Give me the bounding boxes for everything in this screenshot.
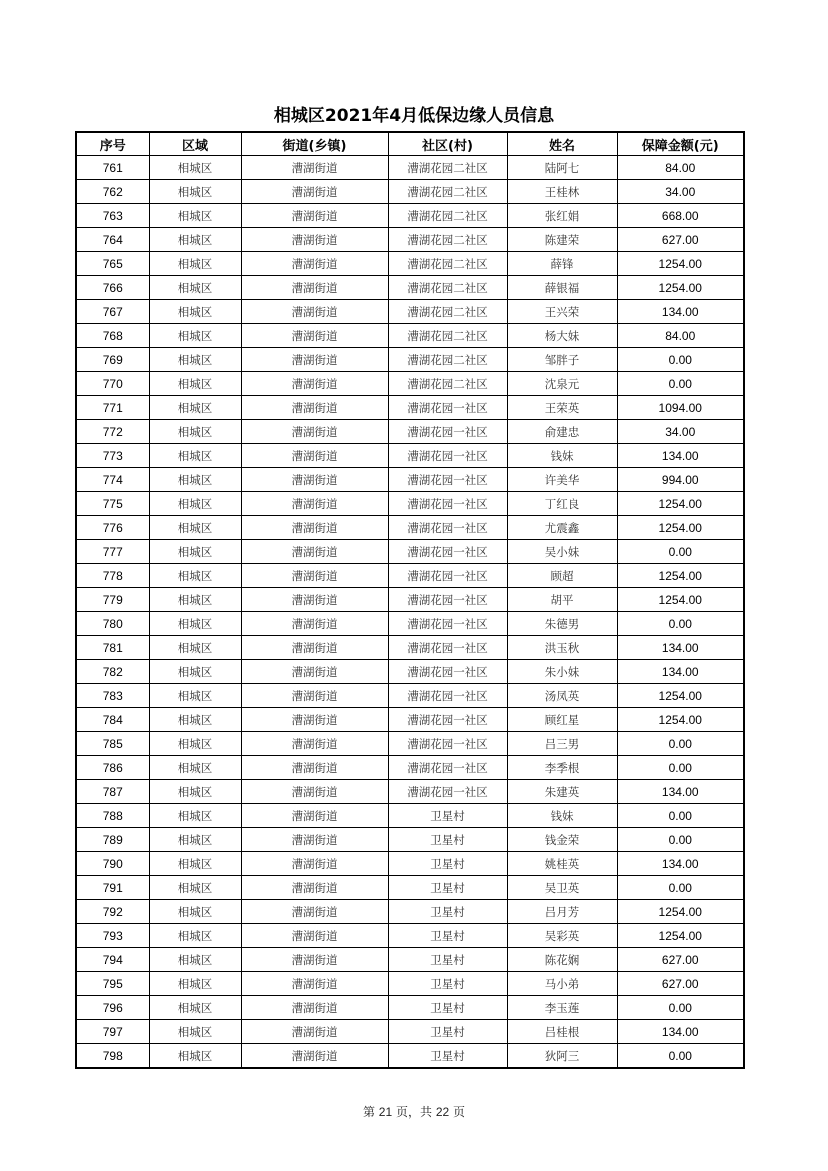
table-row xyxy=(76,972,744,996)
cell-community: 漕湖花园一社区 xyxy=(388,756,507,780)
cell-area: 相城区 xyxy=(149,588,241,612)
cell-serial-number: 781 xyxy=(76,636,149,660)
cell-name: 吴卫英 xyxy=(507,876,617,900)
cell-area: 相城区 xyxy=(149,756,241,780)
cell-amount: 1254.00 xyxy=(617,588,744,612)
cell-area: 相城区 xyxy=(149,348,241,372)
cell-amount: 1254.00 xyxy=(617,516,744,540)
cell-community: 漕湖花园一社区 xyxy=(388,588,507,612)
cell-community: 漕湖花园二社区 xyxy=(388,276,507,300)
table-row xyxy=(76,828,744,852)
table-row xyxy=(76,228,744,252)
cell-amount: 0.00 xyxy=(617,372,744,396)
cell-street: 漕湖街道 xyxy=(241,348,388,372)
cell-community: 漕湖花园二社区 xyxy=(388,156,507,180)
cell-serial-number: 768 xyxy=(76,324,149,348)
cell-serial-number: 794 xyxy=(76,948,149,972)
cell-community: 卫星村 xyxy=(388,996,507,1020)
cell-street: 漕湖街道 xyxy=(241,612,388,636)
cell-street: 漕湖街道 xyxy=(241,516,388,540)
cell-area: 相城区 xyxy=(149,540,241,564)
cell-community: 卫星村 xyxy=(388,804,507,828)
cell-name: 邹胖子 xyxy=(507,348,617,372)
cell-name: 朱德男 xyxy=(507,612,617,636)
table-row xyxy=(76,924,744,948)
cell-street: 漕湖街道 xyxy=(241,180,388,204)
cell-street: 漕湖街道 xyxy=(241,732,388,756)
cell-serial-number: 787 xyxy=(76,780,149,804)
cell-street: 漕湖街道 xyxy=(241,1020,388,1044)
cell-serial-number: 789 xyxy=(76,828,149,852)
cell-name: 汤凤英 xyxy=(507,684,617,708)
table-row xyxy=(76,156,744,180)
cell-serial-number: 773 xyxy=(76,444,149,468)
cell-area: 相城区 xyxy=(149,444,241,468)
cell-street: 漕湖街道 xyxy=(241,276,388,300)
cell-street: 漕湖街道 xyxy=(241,156,388,180)
total-pages-number: 22 xyxy=(435,1105,450,1119)
cell-name: 陈建荣 xyxy=(507,228,617,252)
table-row xyxy=(76,516,744,540)
cell-area: 相城区 xyxy=(149,492,241,516)
cell-amount: 1254.00 xyxy=(617,564,744,588)
cell-amount: 1254.00 xyxy=(617,252,744,276)
cell-community: 漕湖花园一社区 xyxy=(388,540,507,564)
cell-amount: 134.00 xyxy=(617,660,744,684)
table-row xyxy=(76,348,744,372)
cell-street: 漕湖街道 xyxy=(241,540,388,564)
cell-name: 薛锋 xyxy=(507,252,617,276)
cell-street: 漕湖街道 xyxy=(241,756,388,780)
cell-street: 漕湖街道 xyxy=(241,564,388,588)
cell-serial-number: 797 xyxy=(76,1020,149,1044)
cell-amount: 668.00 xyxy=(617,204,744,228)
cell-name: 吕月芳 xyxy=(507,900,617,924)
cell-name: 陆阿七 xyxy=(507,156,617,180)
table-row xyxy=(76,804,744,828)
cell-community: 漕湖花园一社区 xyxy=(388,636,507,660)
cell-name: 吕桂根 xyxy=(507,1020,617,1044)
cell-area: 相城区 xyxy=(149,420,241,444)
cell-amount: 134.00 xyxy=(617,852,744,876)
cell-area: 相城区 xyxy=(149,684,241,708)
cell-community: 漕湖花园二社区 xyxy=(388,180,507,204)
page-footer xyxy=(0,1103,828,1120)
cell-amount: 0.00 xyxy=(617,612,744,636)
cell-street: 漕湖街道 xyxy=(241,900,388,924)
cell-name: 薛银福 xyxy=(507,276,617,300)
cell-name: 钱妹 xyxy=(507,444,617,468)
cell-area: 相城区 xyxy=(149,1044,241,1069)
cell-serial-number: 761 xyxy=(76,156,149,180)
cell-name: 马小弟 xyxy=(507,972,617,996)
cell-street: 漕湖街道 xyxy=(241,372,388,396)
cell-area: 相城区 xyxy=(149,948,241,972)
cell-street: 漕湖街道 xyxy=(241,924,388,948)
cell-serial-number: 762 xyxy=(76,180,149,204)
table-row xyxy=(76,1044,744,1069)
cell-name: 李玉莲 xyxy=(507,996,617,1020)
header-serial-number: 序号 xyxy=(76,132,149,156)
cell-serial-number: 770 xyxy=(76,372,149,396)
cell-community: 漕湖花园一社区 xyxy=(388,684,507,708)
cell-amount: 0.00 xyxy=(617,876,744,900)
cell-area: 相城区 xyxy=(149,876,241,900)
cell-name: 顾红星 xyxy=(507,708,617,732)
cell-name: 钱金荣 xyxy=(507,828,617,852)
cell-name: 丁红良 xyxy=(507,492,617,516)
cell-area: 相城区 xyxy=(149,156,241,180)
cell-serial-number: 782 xyxy=(76,660,149,684)
cell-community: 漕湖花园二社区 xyxy=(388,228,507,252)
current-page-number: 21 xyxy=(378,1105,393,1119)
cell-name: 朱建英 xyxy=(507,780,617,804)
cell-community: 卫星村 xyxy=(388,876,507,900)
cell-amount: 34.00 xyxy=(617,420,744,444)
table-row xyxy=(76,684,744,708)
cell-serial-number: 774 xyxy=(76,468,149,492)
cell-serial-number: 796 xyxy=(76,996,149,1020)
cell-community: 漕湖花园二社区 xyxy=(388,324,507,348)
cell-street: 漕湖街道 xyxy=(241,204,388,228)
cell-serial-number: 775 xyxy=(76,492,149,516)
cell-community: 卫星村 xyxy=(388,1020,507,1044)
header-community: 社区(村) xyxy=(388,132,507,156)
cell-serial-number: 783 xyxy=(76,684,149,708)
cell-street: 漕湖街道 xyxy=(241,468,388,492)
cell-community: 卫星村 xyxy=(388,828,507,852)
cell-serial-number: 777 xyxy=(76,540,149,564)
cell-amount: 134.00 xyxy=(617,636,744,660)
table-row xyxy=(76,852,744,876)
cell-community: 漕湖花园二社区 xyxy=(388,372,507,396)
header-name: 姓名 xyxy=(507,132,617,156)
cell-serial-number: 788 xyxy=(76,804,149,828)
cell-street: 漕湖街道 xyxy=(241,300,388,324)
cell-area: 相城区 xyxy=(149,396,241,420)
cell-serial-number: 791 xyxy=(76,876,149,900)
cell-amount: 0.00 xyxy=(617,804,744,828)
table-row xyxy=(76,324,744,348)
cell-serial-number: 786 xyxy=(76,756,149,780)
cell-area: 相城区 xyxy=(149,780,241,804)
cell-community: 漕湖花园二社区 xyxy=(388,348,507,372)
cell-serial-number: 785 xyxy=(76,732,149,756)
cell-amount: 0.00 xyxy=(617,756,744,780)
cell-community: 卫星村 xyxy=(388,924,507,948)
table-row xyxy=(76,540,744,564)
cell-name: 张红娟 xyxy=(507,204,617,228)
cell-amount: 0.00 xyxy=(617,1044,744,1069)
cell-area: 相城区 xyxy=(149,300,241,324)
cell-area: 相城区 xyxy=(149,852,241,876)
cell-amount: 1254.00 xyxy=(617,492,744,516)
cell-name: 洪玉秋 xyxy=(507,636,617,660)
cell-street: 漕湖街道 xyxy=(241,780,388,804)
table-row xyxy=(76,876,744,900)
cell-area: 相城区 xyxy=(149,204,241,228)
cell-street: 漕湖街道 xyxy=(241,420,388,444)
cell-community: 漕湖花园一社区 xyxy=(388,660,507,684)
cell-amount: 0.00 xyxy=(617,540,744,564)
cell-community: 卫星村 xyxy=(388,948,507,972)
cell-street: 漕湖街道 xyxy=(241,324,388,348)
cell-street: 漕湖街道 xyxy=(241,660,388,684)
document-title: 相城区2021年4月低保边缘人员信息 xyxy=(273,106,555,126)
cell-name: 沈泉元 xyxy=(507,372,617,396)
cell-name: 许美华 xyxy=(507,468,617,492)
table-row xyxy=(76,276,744,300)
cell-amount: 0.00 xyxy=(617,732,744,756)
cell-name: 俞建忠 xyxy=(507,420,617,444)
table-header-row xyxy=(76,132,744,156)
cell-serial-number: 780 xyxy=(76,612,149,636)
cell-area: 相城区 xyxy=(149,1020,241,1044)
table-row xyxy=(76,1020,744,1044)
cell-serial-number: 767 xyxy=(76,300,149,324)
cell-street: 漕湖街道 xyxy=(241,684,388,708)
cell-name: 李季根 xyxy=(507,756,617,780)
cell-community: 漕湖花园一社区 xyxy=(388,564,507,588)
cell-street: 漕湖街道 xyxy=(241,852,388,876)
cell-serial-number: 765 xyxy=(76,252,149,276)
allowance-table xyxy=(75,131,745,1069)
cell-name: 姚桂英 xyxy=(507,852,617,876)
footer-suffix: 页 xyxy=(453,1105,466,1119)
table-row xyxy=(76,780,744,804)
cell-area: 相城区 xyxy=(149,660,241,684)
cell-street: 漕湖街道 xyxy=(241,996,388,1020)
cell-area: 相城区 xyxy=(149,564,241,588)
cell-area: 相城区 xyxy=(149,324,241,348)
cell-street: 漕湖街道 xyxy=(241,588,388,612)
cell-street: 漕湖街道 xyxy=(241,492,388,516)
cell-area: 相城区 xyxy=(149,708,241,732)
table-row xyxy=(76,900,744,924)
table-row xyxy=(76,492,744,516)
cell-street: 漕湖街道 xyxy=(241,228,388,252)
table-row xyxy=(76,204,744,228)
cell-area: 相城区 xyxy=(149,636,241,660)
cell-amount: 994.00 xyxy=(617,468,744,492)
cell-community: 卫星村 xyxy=(388,972,507,996)
cell-street: 漕湖街道 xyxy=(241,828,388,852)
cell-area: 相城区 xyxy=(149,804,241,828)
cell-serial-number: 792 xyxy=(76,900,149,924)
header-area: 区域 xyxy=(149,132,241,156)
cell-area: 相城区 xyxy=(149,252,241,276)
cell-community: 漕湖花园一社区 xyxy=(388,444,507,468)
table-row xyxy=(76,948,744,972)
table-row xyxy=(76,756,744,780)
cell-community: 漕湖花园二社区 xyxy=(388,204,507,228)
cell-area: 相城区 xyxy=(149,372,241,396)
cell-name: 王荣英 xyxy=(507,396,617,420)
cell-name: 狄阿三 xyxy=(507,1044,617,1069)
cell-area: 相城区 xyxy=(149,828,241,852)
cell-amount: 84.00 xyxy=(617,156,744,180)
cell-name: 王桂林 xyxy=(507,180,617,204)
cell-street: 漕湖街道 xyxy=(241,876,388,900)
cell-area: 相城区 xyxy=(149,732,241,756)
header-street: 街道(乡镇) xyxy=(241,132,388,156)
table-row xyxy=(76,180,744,204)
table-row xyxy=(76,564,744,588)
cell-serial-number: 793 xyxy=(76,924,149,948)
cell-area: 相城区 xyxy=(149,468,241,492)
cell-community: 漕湖花园一社区 xyxy=(388,396,507,420)
cell-amount: 0.00 xyxy=(617,348,744,372)
cell-name: 胡平 xyxy=(507,588,617,612)
cell-name: 尤震鑫 xyxy=(507,516,617,540)
cell-name: 朱小妹 xyxy=(507,660,617,684)
cell-area: 相城区 xyxy=(149,900,241,924)
footer-middle: 页，共 xyxy=(395,1105,432,1119)
cell-community: 漕湖花园一社区 xyxy=(388,468,507,492)
cell-serial-number: 778 xyxy=(76,564,149,588)
cell-amount: 0.00 xyxy=(617,996,744,1020)
cell-area: 相城区 xyxy=(149,516,241,540)
table-row xyxy=(76,708,744,732)
cell-street: 漕湖街道 xyxy=(241,708,388,732)
cell-street: 漕湖街道 xyxy=(241,972,388,996)
cell-area: 相城区 xyxy=(149,972,241,996)
cell-serial-number: 784 xyxy=(76,708,149,732)
table-row xyxy=(76,612,744,636)
cell-street: 漕湖街道 xyxy=(241,1044,388,1069)
cell-amount: 34.00 xyxy=(617,180,744,204)
cell-street: 漕湖街道 xyxy=(241,252,388,276)
cell-community: 漕湖花园一社区 xyxy=(388,516,507,540)
header-amount: 保障金额(元) xyxy=(617,132,744,156)
table-row xyxy=(76,396,744,420)
cell-serial-number: 766 xyxy=(76,276,149,300)
table-row xyxy=(76,660,744,684)
cell-serial-number: 771 xyxy=(76,396,149,420)
cell-amount: 627.00 xyxy=(617,948,744,972)
cell-serial-number: 795 xyxy=(76,972,149,996)
cell-serial-number: 769 xyxy=(76,348,149,372)
cell-amount: 134.00 xyxy=(617,780,744,804)
cell-area: 相城区 xyxy=(149,276,241,300)
cell-amount: 1254.00 xyxy=(617,684,744,708)
cell-amount: 627.00 xyxy=(617,228,744,252)
cell-area: 相城区 xyxy=(149,996,241,1020)
cell-amount: 134.00 xyxy=(617,300,744,324)
cell-community: 漕湖花园一社区 xyxy=(388,420,507,444)
cell-area: 相城区 xyxy=(149,924,241,948)
cell-name: 顾超 xyxy=(507,564,617,588)
footer-prefix: 第 xyxy=(362,1105,375,1119)
cell-serial-number: 798 xyxy=(76,1044,149,1069)
cell-amount: 1094.00 xyxy=(617,396,744,420)
cell-community: 漕湖花园一社区 xyxy=(388,492,507,516)
table-row xyxy=(76,444,744,468)
cell-street: 漕湖街道 xyxy=(241,396,388,420)
table-row xyxy=(76,588,744,612)
cell-amount: 627.00 xyxy=(617,972,744,996)
cell-name: 吴彩英 xyxy=(507,924,617,948)
cell-serial-number: 779 xyxy=(76,588,149,612)
cell-name: 陈花娴 xyxy=(507,948,617,972)
cell-name: 吴小妹 xyxy=(507,540,617,564)
cell-area: 相城区 xyxy=(149,612,241,636)
table-body xyxy=(76,156,744,1069)
cell-name: 王兴荣 xyxy=(507,300,617,324)
cell-community: 漕湖花园一社区 xyxy=(388,732,507,756)
cell-community: 漕湖花园一社区 xyxy=(388,780,507,804)
cell-serial-number: 763 xyxy=(76,204,149,228)
cell-street: 漕湖街道 xyxy=(241,636,388,660)
cell-community: 漕湖花园二社区 xyxy=(388,300,507,324)
cell-community: 漕湖花园二社区 xyxy=(388,252,507,276)
cell-amount: 1254.00 xyxy=(617,708,744,732)
cell-serial-number: 764 xyxy=(76,228,149,252)
cell-street: 漕湖街道 xyxy=(241,948,388,972)
cell-amount: 84.00 xyxy=(617,324,744,348)
cell-name: 吕三男 xyxy=(507,732,617,756)
table-row xyxy=(76,372,744,396)
cell-serial-number: 772 xyxy=(76,420,149,444)
cell-serial-number: 776 xyxy=(76,516,149,540)
cell-street: 漕湖街道 xyxy=(241,804,388,828)
cell-community: 卫星村 xyxy=(388,852,507,876)
cell-community: 漕湖花园一社区 xyxy=(388,612,507,636)
cell-street: 漕湖街道 xyxy=(241,444,388,468)
cell-amount: 1254.00 xyxy=(617,900,744,924)
cell-community: 卫星村 xyxy=(388,1044,507,1069)
cell-community: 漕湖花园一社区 xyxy=(388,708,507,732)
table-row xyxy=(76,636,744,660)
table-row xyxy=(76,252,744,276)
cell-amount: 134.00 xyxy=(617,1020,744,1044)
cell-name: 钱妹 xyxy=(507,804,617,828)
cell-amount: 134.00 xyxy=(617,444,744,468)
table-row xyxy=(76,300,744,324)
cell-amount: 1254.00 xyxy=(617,924,744,948)
cell-name: 杨大妹 xyxy=(507,324,617,348)
cell-serial-number: 790 xyxy=(76,852,149,876)
cell-amount: 1254.00 xyxy=(617,276,744,300)
cell-area: 相城区 xyxy=(149,228,241,252)
cell-area: 相城区 xyxy=(149,180,241,204)
table-row xyxy=(76,468,744,492)
table-row xyxy=(76,732,744,756)
cell-community: 卫星村 xyxy=(388,900,507,924)
cell-amount: 0.00 xyxy=(617,828,744,852)
table-row xyxy=(76,996,744,1020)
table-row xyxy=(76,420,744,444)
